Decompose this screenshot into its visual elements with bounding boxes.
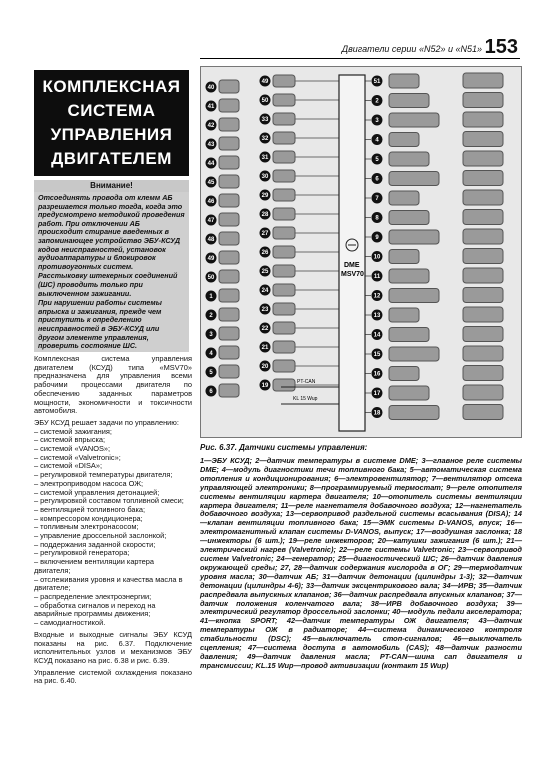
component-image bbox=[463, 288, 503, 303]
component-image bbox=[219, 365, 239, 378]
component-image bbox=[463, 307, 503, 322]
title-line: ДВИГАТЕЛЕМ bbox=[51, 149, 172, 168]
component-number-badge bbox=[206, 177, 217, 188]
badge-number: 9 bbox=[375, 235, 379, 242]
badge-number: 16 bbox=[373, 371, 381, 378]
badge-number: 48 bbox=[207, 237, 215, 244]
component-image bbox=[389, 94, 429, 108]
badge-number: 46 bbox=[207, 199, 215, 206]
component-image bbox=[273, 303, 295, 315]
component-image bbox=[273, 341, 295, 353]
badge-number: 21 bbox=[261, 345, 269, 352]
warning-heading: Внимание! bbox=[34, 180, 189, 192]
component-image bbox=[389, 230, 439, 244]
component-number-badge bbox=[206, 348, 217, 359]
badge-number: 6 bbox=[375, 176, 379, 183]
component-image bbox=[389, 172, 439, 186]
badge-number: 49 bbox=[207, 256, 215, 263]
component-number-badge bbox=[206, 101, 217, 112]
badge-number: 50 bbox=[207, 275, 215, 282]
component-image bbox=[463, 249, 503, 264]
component-image bbox=[219, 346, 239, 359]
component-image bbox=[219, 270, 239, 283]
list-item: – регулировкой составом топливной смеси; bbox=[34, 496, 184, 506]
component-image bbox=[219, 308, 239, 321]
component-image bbox=[389, 328, 429, 342]
component-number-badge bbox=[206, 386, 217, 397]
component-image bbox=[389, 74, 419, 88]
component-number-badge bbox=[206, 215, 217, 226]
component-number-badge bbox=[206, 272, 217, 283]
component-image bbox=[273, 360, 295, 372]
component-image bbox=[219, 156, 239, 169]
list-item: – топливным электронасосом; bbox=[34, 522, 139, 532]
component-image bbox=[463, 151, 503, 166]
component-image bbox=[463, 327, 503, 342]
component-image bbox=[463, 112, 503, 127]
component-image bbox=[463, 346, 503, 361]
intro-paragraph: Комплексная система управления двигателем (КСУД) типа «MSV70» предназначена для управления всеми рабочими процессами двигателя по обеспечению заданных параметров мощности, экономичности и токсичности автомобиля. bbox=[34, 354, 192, 416]
sensor-diagram bbox=[200, 66, 522, 438]
component-number-badge bbox=[206, 253, 217, 264]
component-number-badge bbox=[206, 291, 217, 302]
component-image bbox=[273, 132, 295, 144]
component-image bbox=[463, 132, 503, 147]
component-number-badge bbox=[260, 342, 271, 353]
badge-number: 18 bbox=[373, 410, 381, 417]
component-image bbox=[463, 210, 503, 225]
component-image bbox=[273, 379, 295, 391]
warning-paragraph: При нарушении работы системы впрыска и зажигания, прежде чем приступить к определению неисправностей в ЭБУ-КСУД или другом элементе управления, проверить состояние ШС. bbox=[38, 298, 162, 351]
figure-legend: 1—ЭБУ КСУД; 2—датчик температуры в системе DME; 3—главное реле системы DME; 4—модуль диагностики течи топливного бака; 5—автоматическая система отопления и кондиционирования; 6—электровентилятор; 7—вентилятор отсека управляющей электроники; 8—программируемый термостат; 9—реле отопителя системы вентиляции картера двигателя; 10—отопитель системы вентиляции картера двигателя; 11—реле нагнетателя добавочного воздуха; 12—нагнетатель добавочного воздуха; 13—сервопривод раздельной системы всасывания (DISA); 14—клапан вентиляции топливного бака; 15—ЭМК системы D-VANOS, впуск; 16—электромагнитный клапан системы D-VANOS, выпуск; 17—воздушная заслонка; 18—инжекторы (6 шт.); 19—реле инжекторов; 20—катушки зажигания (6 шт.); 21—электрический нагрев (Valvetronic); 22—реле системы Valvetronic; 23—сервопривод систем Valvetronic; 24—генератор; 25—диагностический ШС; 26—датчик давления окружающей среды; 27, 28—датчик содержания кислорода в ОГ; 29—термодатчик уровня масла; 30—датчик АБ; 31—датчик детонации (цилиндры 1-3); 32—датчик детонации (цилиндры 4-6); 33—датчик эксцентрикового вала; 34—ИРВ; 35—датчик распредвала выпускных клапанов; 36—датчик распредвала впускных клапанов; 37—датчик положения коленчатого вала; 38—ИРВ добавочного воздуха; 39—электрический регулятор дроссельной заслонки; 40—модуль педали акселератора; 41—кнопка SPORT; 42—датчик температуры ОЖ двигателя; 43—датчик температуры ОЖ в радиаторе; 44—система динамического контроля стабильности (DSC); 45—выключатель стоп-сигналов; 46—выключатель сцепления; 47—система доступа в автомобиль (CAS); 48—датчик разности давления; 49—датчик давления масла; PT-CAN—шина сап двигателя и трансмиссии; KL.15 Wup—провод активизации (контакт 15 Wup) bbox=[200, 456, 522, 670]
badge-number: 5 bbox=[375, 157, 379, 164]
component-number-badge bbox=[206, 196, 217, 207]
badge-number: 33 bbox=[261, 117, 269, 124]
component-image bbox=[389, 347, 439, 361]
component-number-badge bbox=[372, 173, 383, 184]
badge-number: 3 bbox=[209, 332, 213, 339]
list-intro: ЭБУ КСУД решает задачи по управлению: bbox=[34, 417, 179, 427]
title-line: СИСТЕМА bbox=[67, 101, 156, 120]
series-title: Двигатели серии «N52» и «N51» bbox=[341, 44, 482, 54]
badge-number: 50 bbox=[261, 98, 269, 105]
component-number-badge bbox=[260, 247, 271, 258]
component-number-badge bbox=[260, 152, 271, 163]
component-image bbox=[389, 191, 419, 205]
component-number-badge bbox=[206, 158, 217, 169]
component-image bbox=[463, 190, 503, 205]
badge-number: 40 bbox=[207, 85, 215, 92]
warning-paragraph: Расстыковку штекерных соединений (ШС) проводить только при выключенном зажигании. bbox=[38, 271, 178, 298]
component-image bbox=[463, 268, 503, 283]
list-item: – системой зажигания; bbox=[34, 426, 112, 436]
badge-number: 28 bbox=[261, 212, 269, 219]
badge-number: 22 bbox=[261, 326, 269, 333]
component-image bbox=[273, 246, 295, 258]
ecu-block bbox=[339, 75, 365, 431]
badge-number: 12 bbox=[373, 293, 381, 300]
component-image bbox=[273, 322, 295, 334]
component-image bbox=[219, 194, 239, 207]
component-image bbox=[463, 366, 503, 381]
badge-number: 11 bbox=[373, 274, 381, 281]
list-item: – системой «Valvetronic»; bbox=[34, 452, 121, 462]
badge-number: 4 bbox=[209, 351, 213, 358]
list-item: – отслеживания уровня и качества масла в двигателе; bbox=[34, 574, 183, 593]
component-number-badge bbox=[260, 228, 271, 239]
bus-kl15-label: KL 15 Wup bbox=[293, 396, 318, 402]
list-item: – вентиляцией топливного бака; bbox=[34, 504, 146, 514]
component-image bbox=[273, 189, 295, 201]
component-number-badge bbox=[260, 95, 271, 106]
component-image bbox=[389, 406, 439, 420]
component-image bbox=[389, 308, 419, 322]
component-image bbox=[463, 93, 503, 108]
badge-number: 51 bbox=[373, 79, 381, 86]
component-image bbox=[389, 289, 439, 303]
component-number-badge bbox=[260, 380, 271, 391]
list-item: – системой управления детонацией; bbox=[34, 487, 160, 497]
component-number-badge bbox=[372, 115, 383, 126]
component-number-badge bbox=[260, 209, 271, 220]
component-number-badge bbox=[372, 310, 383, 321]
list-item: – поддержания заданной скорости; bbox=[34, 539, 156, 549]
header-rule bbox=[200, 58, 520, 59]
title-line: КОМПЛЕКСНАЯ bbox=[42, 77, 181, 96]
component-image bbox=[463, 405, 503, 420]
badge-number: 15 bbox=[373, 352, 381, 359]
component-image bbox=[273, 265, 295, 277]
badge-number: 10 bbox=[373, 254, 381, 261]
component-image bbox=[219, 175, 239, 188]
list-item: – распределение электроэнергии; bbox=[34, 591, 152, 601]
badge-number: 4 bbox=[375, 137, 379, 144]
badge-number: 24 bbox=[261, 288, 269, 295]
component-image bbox=[273, 208, 295, 220]
badge-number: 27 bbox=[261, 231, 269, 238]
list-item: – управление дроссельной заслонкой; bbox=[34, 531, 167, 541]
component-image bbox=[219, 118, 239, 131]
badge-number: 19 bbox=[261, 383, 269, 390]
section-title bbox=[34, 70, 189, 176]
component-number-badge bbox=[372, 290, 383, 301]
figure-caption: Рис. 6.37. Датчики системы управления: bbox=[200, 443, 368, 452]
component-number-badge bbox=[260, 133, 271, 144]
badge-number: 25 bbox=[261, 269, 269, 276]
component-image bbox=[219, 80, 239, 93]
component-number-badge bbox=[372, 232, 383, 243]
component-number-badge bbox=[372, 193, 383, 204]
diagram-svg bbox=[201, 67, 521, 437]
badge-number: 30 bbox=[261, 174, 269, 181]
component-number-badge bbox=[260, 190, 271, 201]
component-image bbox=[273, 94, 295, 106]
list-item: – регулировкой генератора; bbox=[34, 548, 130, 558]
component-image bbox=[219, 99, 239, 112]
badge-number: 42 bbox=[207, 123, 215, 130]
badge-number: 49 bbox=[261, 79, 269, 86]
component-number-badge bbox=[260, 76, 271, 87]
component-number-badge bbox=[372, 251, 383, 262]
badge-number: 8 bbox=[375, 215, 379, 222]
component-image bbox=[463, 73, 503, 88]
badge-number: 13 bbox=[373, 313, 381, 320]
component-number-badge bbox=[372, 154, 383, 165]
badge-number: 1 bbox=[209, 294, 213, 301]
component-image bbox=[273, 75, 295, 87]
component-number-badge bbox=[372, 368, 383, 379]
list-item: – самодиагностикой. bbox=[34, 618, 106, 628]
badge-number: 41 bbox=[207, 104, 215, 111]
badge-number: 31 bbox=[261, 155, 269, 162]
component-image bbox=[389, 250, 419, 264]
component-image bbox=[219, 289, 239, 302]
badge-number: 17 bbox=[373, 391, 381, 398]
component-number-badge bbox=[372, 407, 383, 418]
badge-number: 45 bbox=[207, 180, 215, 187]
component-image bbox=[273, 151, 295, 163]
component-number-badge bbox=[260, 171, 271, 182]
badge-number: 44 bbox=[207, 161, 215, 168]
list-item: – компрессором кондиционера; bbox=[34, 513, 143, 523]
component-number-badge bbox=[206, 82, 217, 93]
badge-number: 3 bbox=[375, 118, 379, 125]
component-number-badge bbox=[206, 139, 217, 150]
component-image bbox=[219, 137, 239, 150]
component-image bbox=[273, 170, 295, 182]
component-image bbox=[463, 171, 503, 186]
badge-number: 43 bbox=[207, 142, 215, 149]
component-number-badge bbox=[372, 271, 383, 282]
component-image bbox=[463, 385, 503, 400]
component-number-badge bbox=[372, 134, 383, 145]
component-image bbox=[273, 113, 295, 125]
badge-number: 26 bbox=[261, 250, 269, 257]
list-item: – системой «DISA»; bbox=[34, 461, 102, 471]
warning-paragraph: Отсоединять провода от клемм АБ разрешается только тогда, когда это предусмотрено методикой проведения работ. При отключении АБ происходит стирание введенных в запоминающее устройство ЭБУ-КСУД кодов неисправностей, установок аудиоаппаратуры и блокировок противоугонных систем. bbox=[38, 193, 185, 271]
component-number-badge bbox=[206, 310, 217, 321]
component-number-badge bbox=[206, 367, 217, 378]
badge-number: 23 bbox=[261, 307, 269, 314]
badge-number: 32 bbox=[261, 136, 269, 143]
badge-number: 5 bbox=[209, 370, 213, 377]
component-image bbox=[273, 227, 295, 239]
badge-number: 7 bbox=[375, 196, 379, 203]
component-image bbox=[463, 229, 503, 244]
list-item: – включением вентиляции картера двигателя; bbox=[34, 557, 155, 575]
page-header bbox=[0, 0, 550, 62]
component-number-badge bbox=[372, 95, 383, 106]
badge-number: 29 bbox=[261, 193, 269, 200]
task-list bbox=[34, 428, 192, 628]
list-item: – системой «VANOS»; bbox=[34, 444, 111, 454]
component-number-badge bbox=[260, 323, 271, 334]
badge-number: 2 bbox=[375, 98, 379, 105]
list-item: – обработка сигналов и переход на аварийные программы движения; bbox=[34, 600, 156, 619]
badge-number: 47 bbox=[207, 218, 215, 225]
component-number-badge bbox=[260, 114, 271, 125]
component-number-badge bbox=[260, 304, 271, 315]
badge-number: 2 bbox=[209, 313, 213, 320]
component-image bbox=[389, 367, 419, 381]
cooling-paragraph: Управление системой охлаждения показано на рис. 6.40. bbox=[34, 667, 192, 686]
warning-box bbox=[34, 192, 189, 352]
component-number-badge bbox=[206, 120, 217, 131]
body-text bbox=[34, 355, 192, 689]
component-number-badge bbox=[372, 76, 383, 87]
badge-number: 14 bbox=[373, 332, 381, 339]
component-number-badge bbox=[372, 329, 383, 340]
list-item: – электроприводом насоса ОЖ; bbox=[34, 478, 144, 488]
component-image bbox=[389, 152, 429, 166]
list-item: – системой впрыска; bbox=[34, 435, 106, 445]
component-image bbox=[389, 269, 429, 283]
component-image bbox=[273, 284, 295, 296]
component-number-badge bbox=[260, 285, 271, 296]
component-image bbox=[219, 251, 239, 264]
component-number-badge bbox=[260, 266, 271, 277]
component-number-badge bbox=[372, 212, 383, 223]
component-image bbox=[219, 384, 239, 397]
component-number-badge bbox=[206, 234, 217, 245]
page-number: 153 bbox=[484, 36, 518, 58]
title-line: УПРАВЛЕНИЯ bbox=[50, 125, 173, 144]
component-image bbox=[389, 113, 439, 127]
ecu-label-dme: DME bbox=[344, 262, 360, 269]
component-number-badge bbox=[206, 329, 217, 340]
list-item: – регулировкой температуры двигателя; bbox=[34, 470, 173, 480]
badge-number: 20 bbox=[261, 364, 269, 371]
component-number-badge bbox=[372, 349, 383, 360]
component-image bbox=[219, 327, 239, 340]
component-image bbox=[389, 133, 419, 147]
component-number-badge bbox=[372, 388, 383, 399]
ecu-label-msv70: MSV70 bbox=[341, 271, 364, 278]
badge-number: 6 bbox=[209, 389, 213, 396]
component-image bbox=[219, 232, 239, 245]
component-image bbox=[389, 386, 429, 400]
bus-pt-can-label: PT-CAN bbox=[297, 379, 316, 385]
signals-paragraph: Входные и выходные сигналы ЭБУ КСУД показаны на рис. 6.37. Подключение исполнительных узлов и механизмов ЭБУ КСУД показано на рис. 6.38 и рис. 6.39. bbox=[34, 629, 192, 665]
component-image bbox=[389, 211, 429, 225]
component-image bbox=[219, 213, 239, 226]
component-number-badge bbox=[260, 361, 271, 372]
